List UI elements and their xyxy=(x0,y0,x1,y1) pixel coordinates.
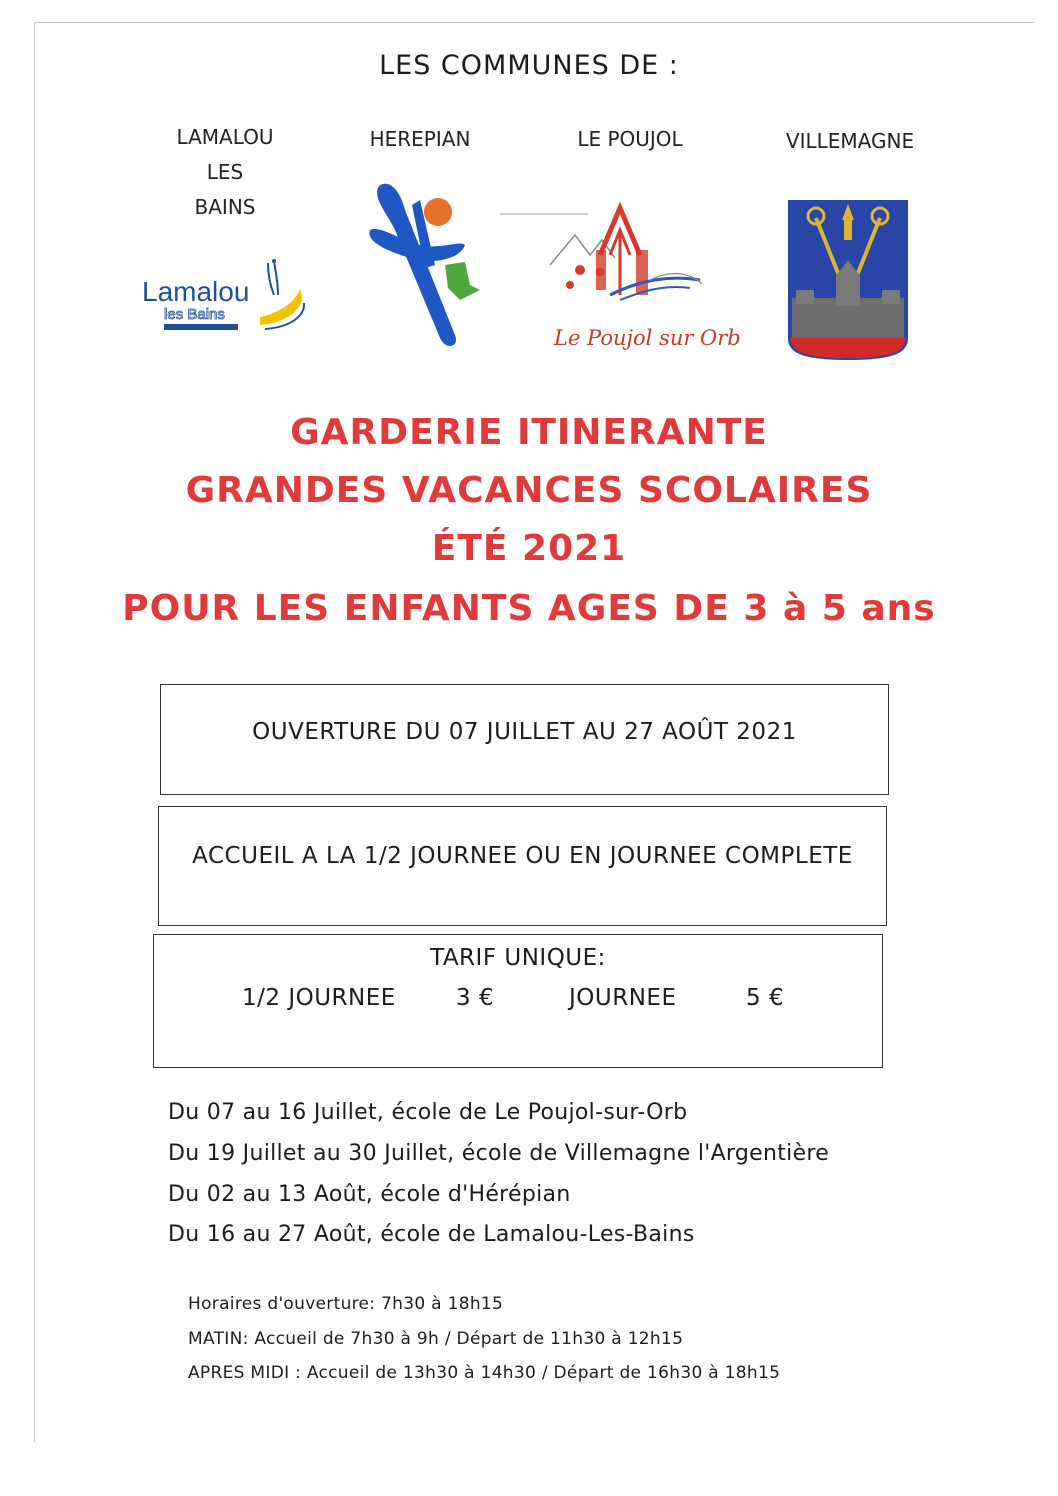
morning-hours: MATIN: Accueil de 7h30 à 9h / Départ de 11h30 à 12h15 xyxy=(188,1329,684,1349)
header-title: LES COMMUNES DE : xyxy=(379,50,679,81)
tarif-full-day-price: 5 € xyxy=(746,985,785,1011)
le-poujol-logo xyxy=(540,200,741,360)
schedule-line: Du 02 au 13 Août, école d'Hérépian xyxy=(168,1182,571,1207)
afternoon-hours: APRES MIDI : Accueil de 13h30 à 14h30 / Départ de 16h30 à 18h15 xyxy=(188,1363,781,1383)
fountain-icon xyxy=(260,259,304,329)
villemagne-crest xyxy=(786,198,910,362)
title-ete-2021: ÉTÉ 2021 xyxy=(431,528,627,569)
tarif-title: TARIF UNIQUE: xyxy=(430,945,606,971)
lamalou-logo xyxy=(140,255,310,335)
commune-name-herepian: HEREPIAN xyxy=(369,127,471,151)
title-garderie: GARDERIE ITINERANTE xyxy=(290,412,768,453)
svg-text:Lamalou: Lamalou xyxy=(142,276,250,307)
scan-border-left xyxy=(34,22,35,1442)
welcome-box xyxy=(158,806,887,926)
welcome-text: ACCUEIL A LA 1/2 JOURNEE OU EN JOURNEE COMPLETE xyxy=(192,843,853,869)
schedule-line: Du 19 Juillet au 30 Juillet, école de Villemagne l'Argentière xyxy=(168,1141,830,1166)
commune-name-le-poujol: LE POUJOL xyxy=(577,127,683,151)
tarif-box xyxy=(153,934,883,1068)
title-grandes-vacances: GRANDES VACANCES SCOLAIRES xyxy=(185,470,873,511)
commune-name-lamalou: LAMALOU LES BAINS xyxy=(176,125,274,219)
tarif-half-day-price: 3 € xyxy=(456,985,495,1011)
tarif-full-day-label: JOURNEE xyxy=(569,985,677,1011)
schedule-line: Du 16 au 27 Août, école de Lamalou-Les-Bains xyxy=(168,1222,695,1247)
herepian-logo xyxy=(360,170,490,350)
commune-name-villemagne: VILLEMAGNE xyxy=(785,129,915,153)
svg-text:Le Poujol sur Orb: Le Poujol sur Orb xyxy=(554,326,741,350)
opening-hours: Horaires d'ouverture: 7h30 à 18h15 xyxy=(188,1294,504,1314)
svg-text:les Bains: les Bains xyxy=(164,306,225,323)
opening-box xyxy=(160,684,889,795)
tarif-half-day-label: 1/2 JOURNEE xyxy=(242,985,396,1011)
opening-text: OUVERTURE DU 07 JUILLET AU 27 AOÛT 2021 xyxy=(252,719,797,745)
title-age-range: POUR LES ENFANTS AGES DE 3 à 5 ans xyxy=(122,588,936,629)
schedule-line: Du 07 au 16 Juillet, école de Le Poujol-sur-Orb xyxy=(168,1100,688,1125)
scan-border-top xyxy=(34,22,1034,23)
